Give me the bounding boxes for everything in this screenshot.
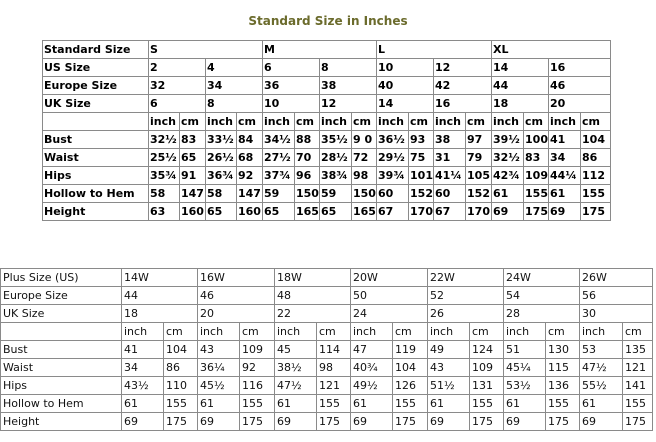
measure-value-cell: 58 bbox=[149, 185, 180, 203]
measure-value-cell: 109 bbox=[524, 167, 549, 185]
measure-value-cell: 165 bbox=[295, 203, 320, 221]
table-row bbox=[1, 359, 653, 377]
size-value-cell: 46 bbox=[549, 77, 611, 95]
table-row bbox=[1, 305, 653, 323]
measure-value-cell: 34½ bbox=[263, 131, 295, 149]
unit-cm-cell: cm bbox=[466, 113, 492, 131]
measure-value-cell: 79 bbox=[466, 149, 492, 167]
size-value-cell: 36 bbox=[263, 77, 320, 95]
measure-value-cell: 51½ bbox=[428, 377, 470, 395]
measure-value-cell: 175 bbox=[470, 413, 504, 431]
size-value-cell: 40 bbox=[377, 77, 434, 95]
measure-value-cell: 175 bbox=[393, 413, 428, 431]
table-row bbox=[43, 113, 611, 131]
standard-size-table bbox=[42, 40, 611, 221]
measure-value-cell: 147 bbox=[237, 185, 263, 203]
unit-inch-cell: inch bbox=[434, 113, 466, 131]
table-row bbox=[43, 77, 611, 95]
size-value-cell: 14W bbox=[122, 269, 198, 287]
size-value-cell: 26W bbox=[580, 269, 653, 287]
measure-value-cell: 59 bbox=[320, 185, 352, 203]
measure-value-cell: 33½ bbox=[206, 131, 237, 149]
size-value-cell: 12 bbox=[320, 95, 377, 113]
measure-value-cell: 175 bbox=[546, 413, 580, 431]
measure-value-cell: 175 bbox=[240, 413, 275, 431]
size-value-cell: 56 bbox=[580, 287, 653, 305]
measure-value-cell: 68 bbox=[237, 149, 263, 167]
row-label-cell: Hips bbox=[1, 377, 122, 395]
measure-value-cell: 26½ bbox=[206, 149, 237, 167]
measure-value-cell: 112 bbox=[581, 167, 611, 185]
size-value-cell: 24W bbox=[504, 269, 580, 287]
measure-value-cell: 45½ bbox=[198, 377, 240, 395]
size-value-cell: 38 bbox=[320, 77, 377, 95]
measure-value-cell: 160 bbox=[180, 203, 206, 221]
measure-value-cell: 155 bbox=[623, 395, 653, 413]
unit-cm-cell: cm bbox=[546, 323, 580, 341]
measure-value-cell: 147 bbox=[180, 185, 206, 203]
unit-cm-cell: cm bbox=[352, 113, 377, 131]
row-label-cell: Hollow to Hem bbox=[43, 185, 149, 203]
unit-inch-cell: inch bbox=[377, 113, 409, 131]
measure-value-cell: 65 bbox=[320, 203, 352, 221]
table-row bbox=[43, 203, 611, 221]
measure-value-cell: 31 bbox=[434, 149, 466, 167]
measure-value-cell: 72 bbox=[352, 149, 377, 167]
unit-cm-cell: cm bbox=[470, 323, 504, 341]
measure-value-cell: 155 bbox=[164, 395, 198, 413]
size-value-cell: 4 bbox=[206, 59, 263, 77]
measure-value-cell: 38 bbox=[434, 131, 466, 149]
measure-value-cell: 175 bbox=[524, 203, 549, 221]
size-value-cell: 22W bbox=[428, 269, 504, 287]
size-group-cell: M bbox=[263, 41, 377, 59]
unit-cm-cell: cm bbox=[164, 323, 198, 341]
measure-value-cell: 141 bbox=[623, 377, 653, 395]
size-value-cell: 16 bbox=[434, 95, 492, 113]
size-value-cell: 18 bbox=[122, 305, 198, 323]
measure-value-cell: 83 bbox=[180, 131, 206, 149]
measure-value-cell: 152 bbox=[409, 185, 434, 203]
unit-inch-cell: inch bbox=[492, 113, 524, 131]
measure-value-cell: 61 bbox=[580, 395, 623, 413]
unit-inch-cell: inch bbox=[428, 323, 470, 341]
unit-cm-cell: cm bbox=[524, 113, 549, 131]
measure-value-cell: 53½ bbox=[504, 377, 546, 395]
size-value-cell: 18 bbox=[492, 95, 549, 113]
size-value-cell: 16W bbox=[198, 269, 275, 287]
measure-value-cell: 70 bbox=[295, 149, 320, 167]
table-row bbox=[1, 413, 653, 431]
size-group-cell: S bbox=[149, 41, 263, 59]
measure-value-cell: 35½ bbox=[320, 131, 352, 149]
measure-value-cell: 36½ bbox=[377, 131, 409, 149]
measure-value-cell: 47 bbox=[351, 341, 393, 359]
measure-value-cell: 69 bbox=[492, 203, 524, 221]
size-value-cell: 26 bbox=[428, 305, 504, 323]
unit-inch-cell: inch bbox=[198, 323, 240, 341]
measure-value-cell: 170 bbox=[409, 203, 434, 221]
measure-value-cell: 39¾ bbox=[377, 167, 409, 185]
measure-value-cell: 61 bbox=[275, 395, 317, 413]
unit-cm-cell: cm bbox=[393, 323, 428, 341]
unit-inch-cell: inch bbox=[275, 323, 317, 341]
row-label-cell: Europe Size bbox=[43, 77, 149, 95]
unit-cm-cell: cm bbox=[295, 113, 320, 131]
measure-value-cell: 98 bbox=[352, 167, 377, 185]
measure-value-cell: 115 bbox=[546, 359, 580, 377]
row-label-cell: UK Size bbox=[43, 95, 149, 113]
measure-value-cell: 155 bbox=[546, 395, 580, 413]
measure-value-cell: 36¾ bbox=[206, 167, 237, 185]
measure-value-cell: 67 bbox=[377, 203, 409, 221]
measure-value-cell: 131 bbox=[470, 377, 504, 395]
page-title: Standard Size in Inches bbox=[248, 14, 408, 28]
measure-value-cell: 155 bbox=[240, 395, 275, 413]
unit-cm-cell: cm bbox=[240, 323, 275, 341]
measure-value-cell: 84 bbox=[237, 131, 263, 149]
size-value-cell: 10 bbox=[263, 95, 320, 113]
row-label-cell: Europe Size bbox=[1, 287, 122, 305]
measure-value-cell: 69 bbox=[275, 413, 317, 431]
measure-value-cell: 86 bbox=[164, 359, 198, 377]
size-value-cell: 14 bbox=[377, 95, 434, 113]
unit-cm-cell: cm bbox=[409, 113, 434, 131]
measure-value-cell: 53 bbox=[580, 341, 623, 359]
unit-inch-cell: inch bbox=[263, 113, 295, 131]
table-row bbox=[1, 269, 653, 287]
measure-value-cell: 25½ bbox=[149, 149, 180, 167]
row-label-cell: Bust bbox=[1, 341, 122, 359]
unit-inch-cell: inch bbox=[351, 323, 393, 341]
measure-value-cell: 130 bbox=[546, 341, 580, 359]
measure-value-cell: 155 bbox=[581, 185, 611, 203]
measure-value-cell: 38¾ bbox=[320, 167, 352, 185]
measure-value-cell: 101 bbox=[409, 167, 434, 185]
measure-value-cell: 43½ bbox=[122, 377, 164, 395]
unit-cm-cell: cm bbox=[237, 113, 263, 131]
measure-value-cell: 67 bbox=[434, 203, 466, 221]
measure-value-cell: 42¾ bbox=[492, 167, 524, 185]
measure-value-cell: 175 bbox=[581, 203, 611, 221]
measure-value-cell: 47½ bbox=[580, 359, 623, 377]
measure-value-cell: 69 bbox=[580, 413, 623, 431]
empty-cell bbox=[1, 323, 122, 341]
unit-cm-cell: cm bbox=[581, 113, 611, 131]
size-value-cell: 6 bbox=[149, 95, 206, 113]
measure-value-cell: 41¼ bbox=[434, 167, 466, 185]
measure-value-cell: 32½ bbox=[492, 149, 524, 167]
measure-value-cell: 34 bbox=[122, 359, 164, 377]
size-value-cell: 12 bbox=[434, 59, 492, 77]
measure-value-cell: 175 bbox=[164, 413, 198, 431]
measure-value-cell: 175 bbox=[317, 413, 351, 431]
measure-value-cell: 63 bbox=[149, 203, 180, 221]
measure-value-cell: 155 bbox=[317, 395, 351, 413]
measure-value-cell: 61 bbox=[428, 395, 470, 413]
measure-value-cell: 136 bbox=[546, 377, 580, 395]
unit-inch-cell: inch bbox=[320, 113, 352, 131]
size-value-cell: 42 bbox=[434, 77, 492, 95]
size-value-cell: 8 bbox=[206, 95, 263, 113]
size-value-cell: 54 bbox=[504, 287, 580, 305]
table-row bbox=[1, 287, 653, 305]
unit-cm-cell: cm bbox=[180, 113, 206, 131]
measure-value-cell: 45 bbox=[275, 341, 317, 359]
measure-value-cell: 41 bbox=[122, 341, 164, 359]
size-value-cell: 44 bbox=[492, 77, 549, 95]
measure-value-cell: 65 bbox=[180, 149, 206, 167]
size-value-cell: 34 bbox=[206, 77, 263, 95]
measure-value-cell: 155 bbox=[393, 395, 428, 413]
size-value-cell: 46 bbox=[198, 287, 275, 305]
size-value-cell: 24 bbox=[351, 305, 428, 323]
row-label-cell: Bust bbox=[43, 131, 149, 149]
measure-value-cell: 37¾ bbox=[263, 167, 295, 185]
measure-value-cell: 36¼ bbox=[198, 359, 240, 377]
measure-value-cell: 32½ bbox=[149, 131, 180, 149]
header-label-cell: Standard Size bbox=[43, 41, 149, 59]
measure-value-cell: 34 bbox=[549, 149, 581, 167]
measure-value-cell: 69 bbox=[351, 413, 393, 431]
measure-value-cell: 135 bbox=[623, 341, 653, 359]
measure-value-cell: 100 bbox=[524, 131, 549, 149]
measure-value-cell: 83 bbox=[524, 149, 549, 167]
measure-value-cell: 61 bbox=[549, 185, 581, 203]
measure-value-cell: 92 bbox=[237, 167, 263, 185]
measure-value-cell: 69 bbox=[122, 413, 164, 431]
size-value-cell: 20W bbox=[351, 269, 428, 287]
measure-value-cell: 121 bbox=[317, 377, 351, 395]
table-row bbox=[43, 131, 611, 149]
row-label-cell: Height bbox=[43, 203, 149, 221]
row-label-cell: Waist bbox=[1, 359, 122, 377]
measure-value-cell: 40¾ bbox=[351, 359, 393, 377]
unit-inch-cell: inch bbox=[504, 323, 546, 341]
size-value-cell: 20 bbox=[198, 305, 275, 323]
table-row bbox=[1, 323, 653, 341]
measure-value-cell: 41 bbox=[549, 131, 581, 149]
measure-value-cell: 60 bbox=[434, 185, 466, 203]
size-value-cell: 48 bbox=[275, 287, 351, 305]
measure-value-cell: 75 bbox=[409, 149, 434, 167]
measure-value-cell: 104 bbox=[164, 341, 198, 359]
unit-inch-cell: inch bbox=[206, 113, 237, 131]
measure-value-cell: 150 bbox=[352, 185, 377, 203]
table-row bbox=[43, 149, 611, 167]
measure-value-cell: 92 bbox=[240, 359, 275, 377]
measure-value-cell: 124 bbox=[470, 341, 504, 359]
measure-value-cell: 61 bbox=[492, 185, 524, 203]
measure-value-cell: 69 bbox=[428, 413, 470, 431]
measure-value-cell: 175 bbox=[623, 413, 653, 431]
measure-value-cell: 88 bbox=[295, 131, 320, 149]
size-value-cell: 44 bbox=[122, 287, 198, 305]
measure-value-cell: 39½ bbox=[492, 131, 524, 149]
measure-value-cell: 61 bbox=[122, 395, 164, 413]
measure-value-cell: 109 bbox=[240, 341, 275, 359]
measure-value-cell: 152 bbox=[466, 185, 492, 203]
measure-value-cell: 69 bbox=[504, 413, 546, 431]
measure-value-cell: 35¾ bbox=[149, 167, 180, 185]
measure-value-cell: 55½ bbox=[580, 377, 623, 395]
row-label-cell: Waist bbox=[43, 149, 149, 167]
measure-value-cell: 51 bbox=[504, 341, 546, 359]
size-value-cell: 16 bbox=[549, 59, 611, 77]
row-label-cell: Hollow to Hem bbox=[1, 395, 122, 413]
measure-value-cell: 121 bbox=[623, 359, 653, 377]
measure-value-cell: 109 bbox=[470, 359, 504, 377]
measure-value-cell: 91 bbox=[180, 167, 206, 185]
measure-value-cell: 47½ bbox=[275, 377, 317, 395]
measure-value-cell: 96 bbox=[295, 167, 320, 185]
size-value-cell: 22 bbox=[275, 305, 351, 323]
size-value-cell: 30 bbox=[580, 305, 653, 323]
size-value-cell: 14 bbox=[492, 59, 549, 77]
table-row bbox=[43, 167, 611, 185]
unit-cm-cell: cm bbox=[317, 323, 351, 341]
measure-value-cell: 49 bbox=[428, 341, 470, 359]
measure-value-cell: 126 bbox=[393, 377, 428, 395]
table-row bbox=[43, 59, 611, 77]
size-value-cell: 28 bbox=[504, 305, 580, 323]
measure-value-cell: 65 bbox=[206, 203, 237, 221]
row-label-cell: Hips bbox=[43, 167, 149, 185]
measure-value-cell: 59 bbox=[263, 185, 295, 203]
size-value-cell: 50 bbox=[351, 287, 428, 305]
empty-cell bbox=[43, 113, 149, 131]
measure-value-cell: 104 bbox=[393, 359, 428, 377]
measure-value-cell: 49½ bbox=[351, 377, 393, 395]
table-row bbox=[1, 377, 653, 395]
size-value-cell: 2 bbox=[149, 59, 206, 77]
table-row bbox=[43, 185, 611, 203]
row-label-cell: UK Size bbox=[1, 305, 122, 323]
size-group-cell: L bbox=[377, 41, 492, 59]
table-row bbox=[1, 341, 653, 359]
size-value-cell: 8 bbox=[320, 59, 377, 77]
measure-value-cell: 45¼ bbox=[504, 359, 546, 377]
measure-value-cell: 165 bbox=[352, 203, 377, 221]
measure-value-cell: 119 bbox=[393, 341, 428, 359]
measure-value-cell: 155 bbox=[470, 395, 504, 413]
measure-value-cell: 58 bbox=[206, 185, 237, 203]
measure-value-cell: 60 bbox=[377, 185, 409, 203]
unit-inch-cell: inch bbox=[149, 113, 180, 131]
table-row bbox=[43, 41, 611, 59]
measure-value-cell: 38½ bbox=[275, 359, 317, 377]
measure-value-cell: 86 bbox=[581, 149, 611, 167]
measure-value-cell: 93 bbox=[409, 131, 434, 149]
row-label-cell: Height bbox=[1, 413, 122, 431]
measure-value-cell: 155 bbox=[524, 185, 549, 203]
measure-value-cell: 69 bbox=[549, 203, 581, 221]
unit-inch-cell: inch bbox=[549, 113, 581, 131]
size-value-cell: 10 bbox=[377, 59, 434, 77]
row-label-cell: Plus Size (US) bbox=[1, 269, 122, 287]
measure-value-cell: 9 0 bbox=[352, 131, 377, 149]
measure-value-cell: 61 bbox=[351, 395, 393, 413]
size-value-cell: 6 bbox=[263, 59, 320, 77]
measure-value-cell: 65 bbox=[263, 203, 295, 221]
size-value-cell: 52 bbox=[428, 287, 504, 305]
measure-value-cell: 43 bbox=[198, 341, 240, 359]
measure-value-cell: 105 bbox=[466, 167, 492, 185]
measure-value-cell: 44¼ bbox=[549, 167, 581, 185]
measure-value-cell: 114 bbox=[317, 341, 351, 359]
size-value-cell: 18W bbox=[275, 269, 351, 287]
measure-value-cell: 61 bbox=[198, 395, 240, 413]
size-group-cell: XL bbox=[492, 41, 611, 59]
measure-value-cell: 69 bbox=[198, 413, 240, 431]
measure-value-cell: 28½ bbox=[320, 149, 352, 167]
plus-size-table bbox=[0, 268, 653, 431]
measure-value-cell: 27½ bbox=[263, 149, 295, 167]
measure-value-cell: 150 bbox=[295, 185, 320, 203]
measure-value-cell: 98 bbox=[317, 359, 351, 377]
measure-value-cell: 110 bbox=[164, 377, 198, 395]
measure-value-cell: 61 bbox=[504, 395, 546, 413]
unit-cm-cell: cm bbox=[623, 323, 653, 341]
size-value-cell: 20 bbox=[549, 95, 611, 113]
measure-value-cell: 116 bbox=[240, 377, 275, 395]
table-row bbox=[43, 95, 611, 113]
measure-value-cell: 43 bbox=[428, 359, 470, 377]
unit-inch-cell: inch bbox=[580, 323, 623, 341]
measure-value-cell: 160 bbox=[237, 203, 263, 221]
measure-value-cell: 104 bbox=[581, 131, 611, 149]
size-value-cell: 32 bbox=[149, 77, 206, 95]
row-label-cell: US Size bbox=[43, 59, 149, 77]
measure-value-cell: 97 bbox=[466, 131, 492, 149]
unit-inch-cell: inch bbox=[122, 323, 164, 341]
measure-value-cell: 29½ bbox=[377, 149, 409, 167]
table-row bbox=[1, 395, 653, 413]
measure-value-cell: 170 bbox=[466, 203, 492, 221]
